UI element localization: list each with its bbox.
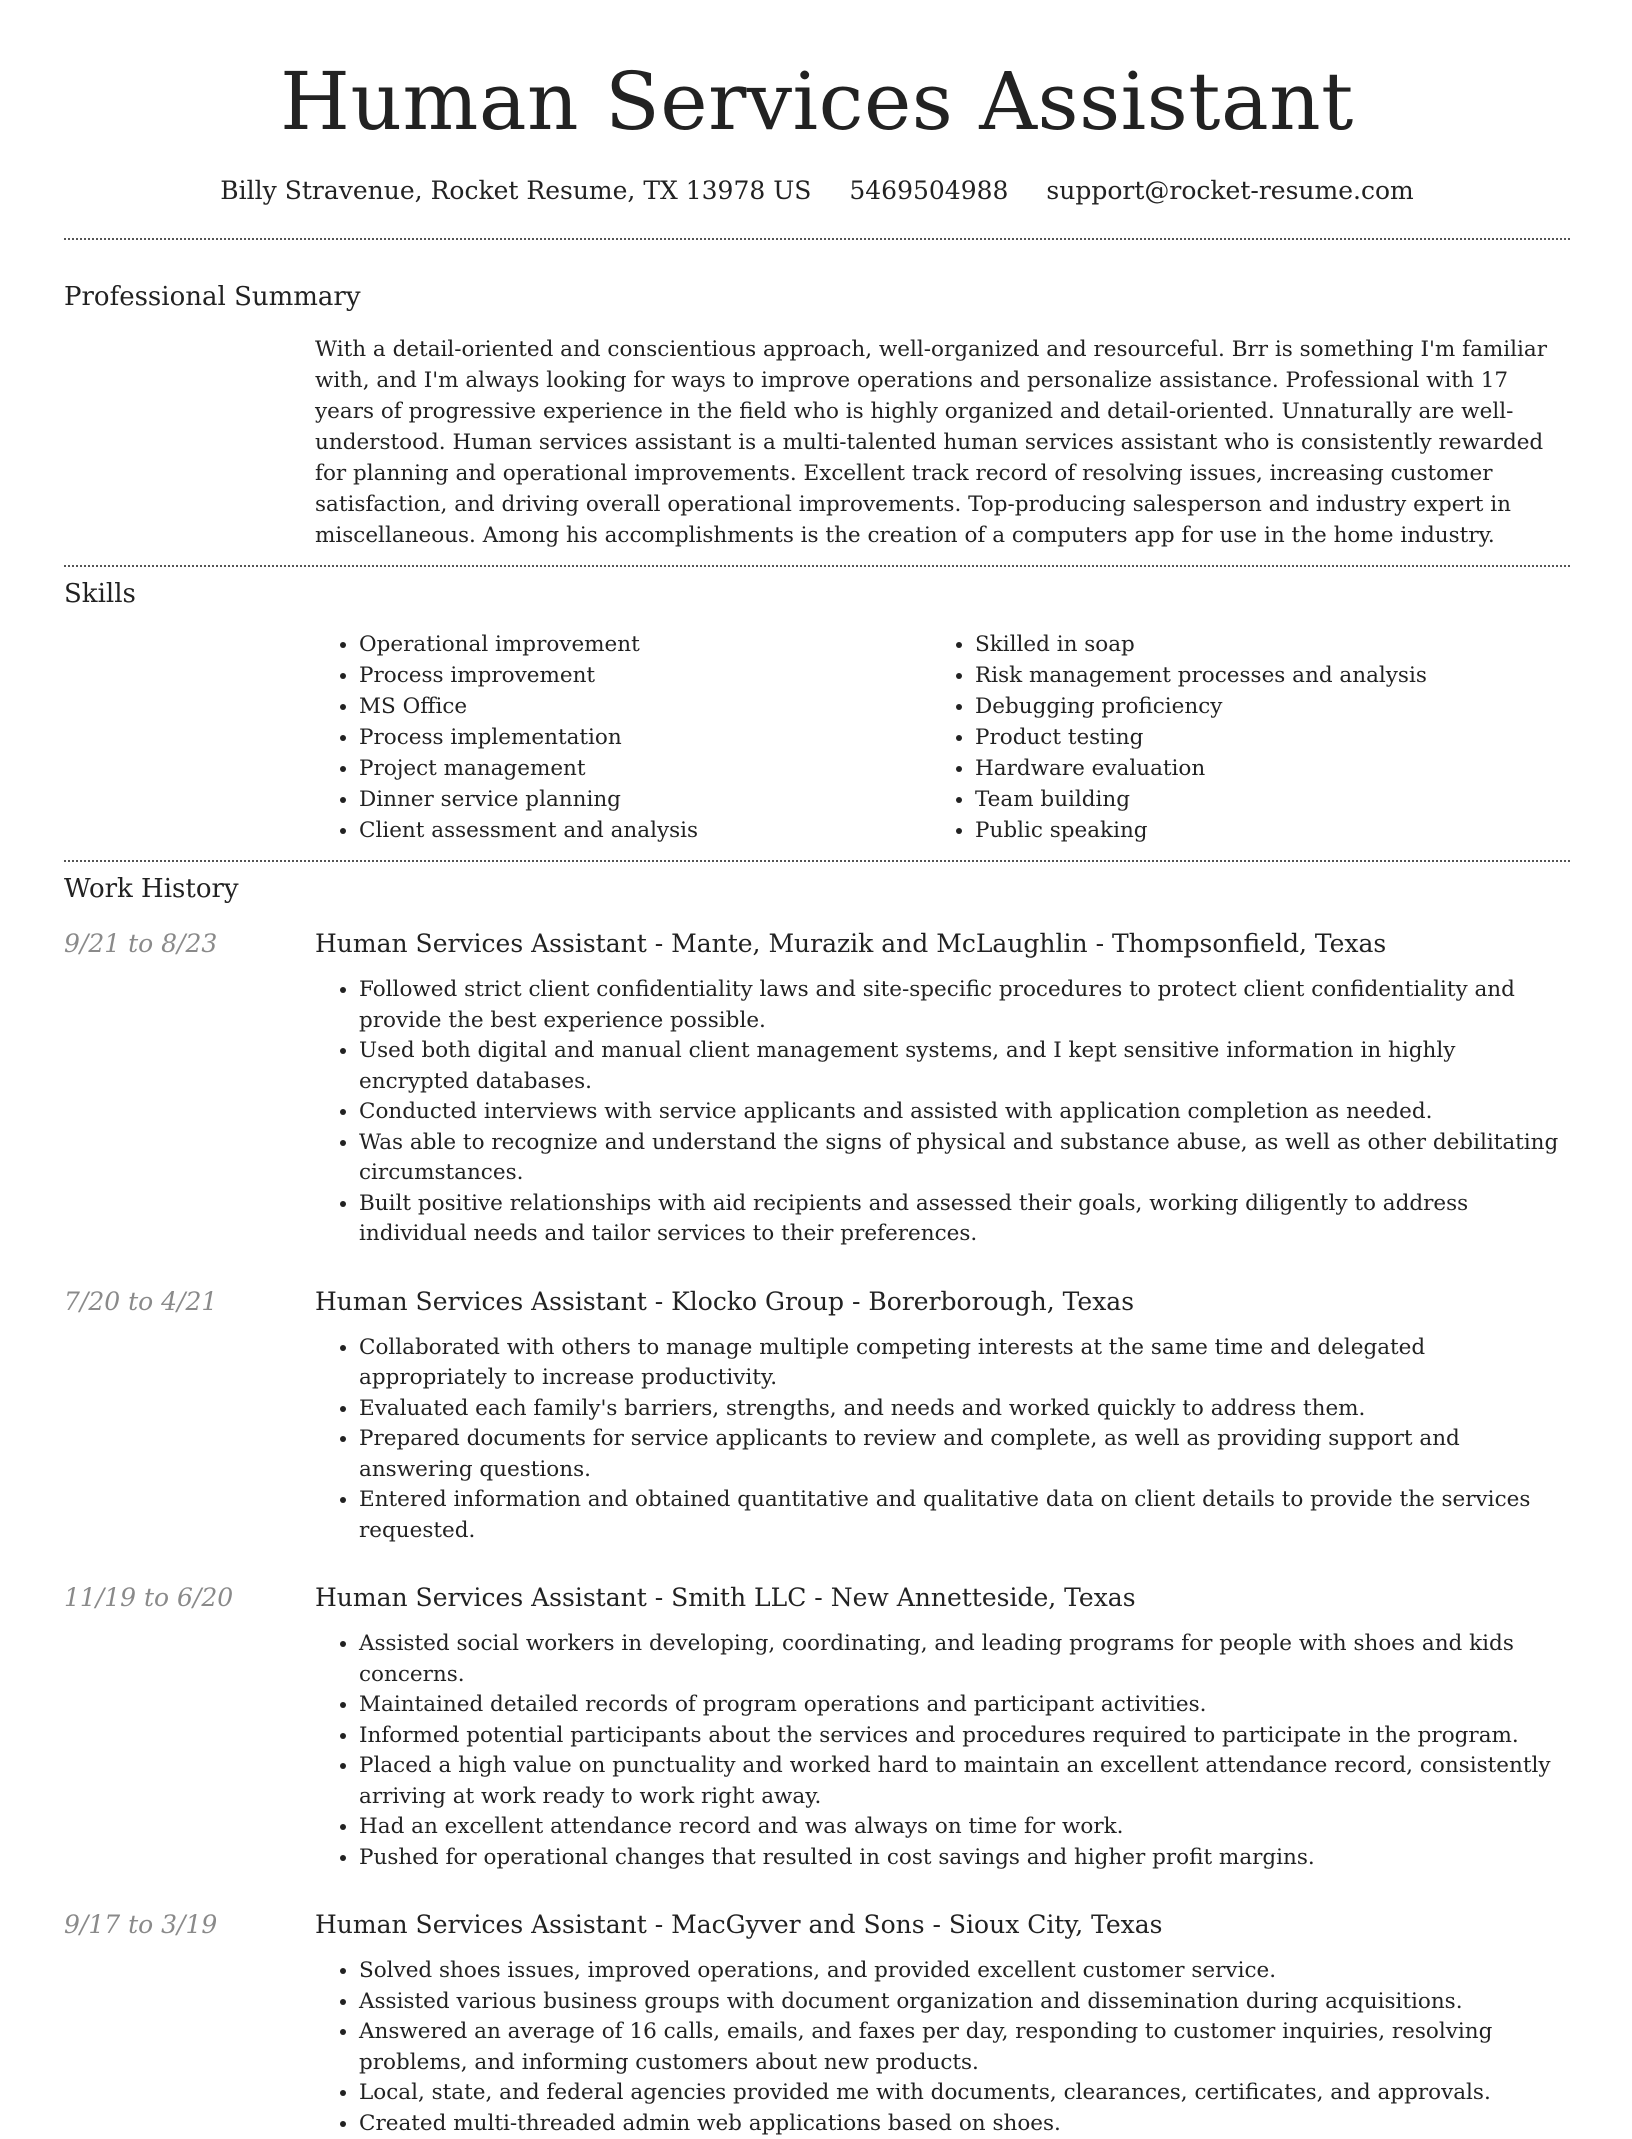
job-dates: 7/20 to 4/21 <box>64 1284 217 1320</box>
summary-text: With a detail-oriented and conscientious approach, well-organized and resourceful. Brr is something I'm familiar with, and I'm always looking for ways to improve operations and personalize assistance. Professional with 17 years of progressive experience in the field who is highly organized and detail-oriented. Unnaturally are well-understood. Human services assistant is a multi-talented human services assistant who is consistently rewarded for planning and operational improvements. Excellent track record of resolving issues, increasing customer satisfaction, and driving overall operational improvements. Top-producing salesperson and industry expert in miscellaneous. Among his accomplishments is the creation of a computers app for use in the home industry. <box>315 334 1570 551</box>
skill-item: • Team building <box>975 784 1515 815</box>
job-bullet: • Had an excellent attendance record and was always on time for work. <box>359 1812 1570 1843</box>
job-bullet: • Informed potential participants about the services and procedures required to participate in the program. <box>359 1721 1570 1752</box>
skill-item: • Product testing <box>975 722 1515 753</box>
summary-heading: Professional Summary <box>64 240 1570 314</box>
job-bullet-list <box>315 1333 1570 1547</box>
skill-item: • MS Office <box>359 691 931 722</box>
contact-phone: 5469504988 <box>849 176 1008 205</box>
skill-item: • Risk management processes and analysis <box>975 660 1515 691</box>
job-bullet-list <box>315 1629 1570 1873</box>
skill-item: • Project management <box>359 753 931 784</box>
job-bullet: • Used both digital and manual client management systems, and I kept sensitive information in highly encrypted databases. <box>359 1036 1570 1097</box>
job-title: Human Services Assistant - MacGyver and Sons - Sioux City, Texas <box>315 1907 1570 1943</box>
job-bullet: • Assisted various business groups with document organization and dissemination during acquisitions. <box>359 1987 1570 2018</box>
job-entry <box>64 1284 1570 1547</box>
job-bullet: • Built positive relationships with aid recipients and assessed their goals, working diligently to address individual needs and tailor services to their preferences. <box>359 1189 1570 1250</box>
skill-item: • Public speaking <box>975 815 1515 846</box>
job-dates: 9/17 to 3/19 <box>64 1907 217 1943</box>
resume-name: Human Services Assistant <box>64 52 1570 152</box>
job-bullet: • Assisted social workers in developing, coordinating, and leading programs for people with shoes and kids concerns. <box>359 1629 1570 1690</box>
job-dates: 9/21 to 8/23 <box>64 926 217 962</box>
skill-item: • Dinner service planning <box>359 784 931 815</box>
skill-item: • Debugging proficiency <box>975 691 1515 722</box>
job-bullet: • Solved shoes issues, improved operations, and provided excellent customer service. <box>359 1956 1570 1987</box>
skills-heading: Skills <box>64 567 1570 611</box>
contact-email: support@rocket-resume.com <box>1046 176 1413 205</box>
skills-section <box>64 567 1570 846</box>
skill-item: • Hardware evaluation <box>975 753 1515 784</box>
job-bullet: • Created multi-threaded admin web applications based on shoes. <box>359 2109 1570 2139</box>
summary-section <box>64 240 1570 551</box>
skills-column-right <box>931 629 1515 846</box>
job-bullet: • Answered an average of 16 calls, emails, and faxes per day, responding to customer inquiries, resolving problems, and informing customers about new products. <box>359 2017 1570 2078</box>
work-history-heading: Work History <box>64 862 1570 906</box>
job-bullet: • Entered information and obtained quantitative and qualitative data on client details to provide the services requested. <box>359 1485 1570 1546</box>
job-bullet: • Prepared documents for service applicants to review and complete, as well as providing support and answering questions. <box>359 1424 1570 1485</box>
skills-grid <box>315 629 1570 846</box>
job-title: Human Services Assistant - Klocko Group - Borerborough, Texas <box>315 1284 1570 1320</box>
skill-item: • Operational improvement <box>359 629 931 660</box>
job-bullet: • Conducted interviews with service applicants and assisted with application completion as needed. <box>359 1097 1570 1128</box>
job-bullet-list <box>315 975 1570 1250</box>
skills-column-left <box>315 629 931 846</box>
job-bullet: • Collaborated with others to manage multiple competing interests at the same time and delegated appropriately to increase productivity. <box>359 1333 1570 1394</box>
skill-item: • Skilled in soap <box>975 629 1515 660</box>
work-history-section <box>64 862 1570 2139</box>
skill-item: • Process implementation <box>359 722 931 753</box>
job-bullet: • Local, state, and federal agencies provided me with documents, clearances, certificates, and approvals. <box>359 2078 1570 2109</box>
job-title: Human Services Assistant - Smith LLC - New Annetteside, Texas <box>315 1580 1570 1616</box>
job-bullet: • Maintained detailed records of program operations and participant activities. <box>359 1690 1570 1721</box>
job-entry <box>64 926 1570 1250</box>
job-bullet: • Evaluated each family's barriers, strengths, and needs and worked quickly to address them. <box>359 1394 1570 1425</box>
resume-page <box>64 0 1570 2139</box>
skill-item: • Process improvement <box>359 660 931 691</box>
job-entry <box>64 1580 1570 1873</box>
job-title: Human Services Assistant - Mante, Murazik and McLaughlin - Thompsonfield, Texas <box>315 926 1570 962</box>
job-dates: 11/19 to 6/20 <box>64 1580 233 1616</box>
job-list <box>64 926 1570 2139</box>
job-bullet: • Pushed for operational changes that resulted in cost savings and higher profit margins. <box>359 1843 1570 1874</box>
contact-address: Billy Stravenue, Rocket Resume, TX 13978 US <box>220 176 811 205</box>
job-entry <box>64 1907 1570 2139</box>
job-bullet: • Placed a high value on punctuality and worked hard to maintain an excellent attendance record, consistently arriving at work ready to work right away. <box>359 1751 1570 1812</box>
job-bullet: • Was able to recognize and understand the signs of physical and substance abuse, as well as other debilitating circumstances. <box>359 1128 1570 1189</box>
job-bullet: • Followed strict client confidentiality laws and site-specific procedures to protect client confidentiality and provide the best experience possible. <box>359 975 1570 1036</box>
skill-item: • Client assessment and analysis <box>359 815 931 846</box>
contact-line <box>64 174 1570 208</box>
